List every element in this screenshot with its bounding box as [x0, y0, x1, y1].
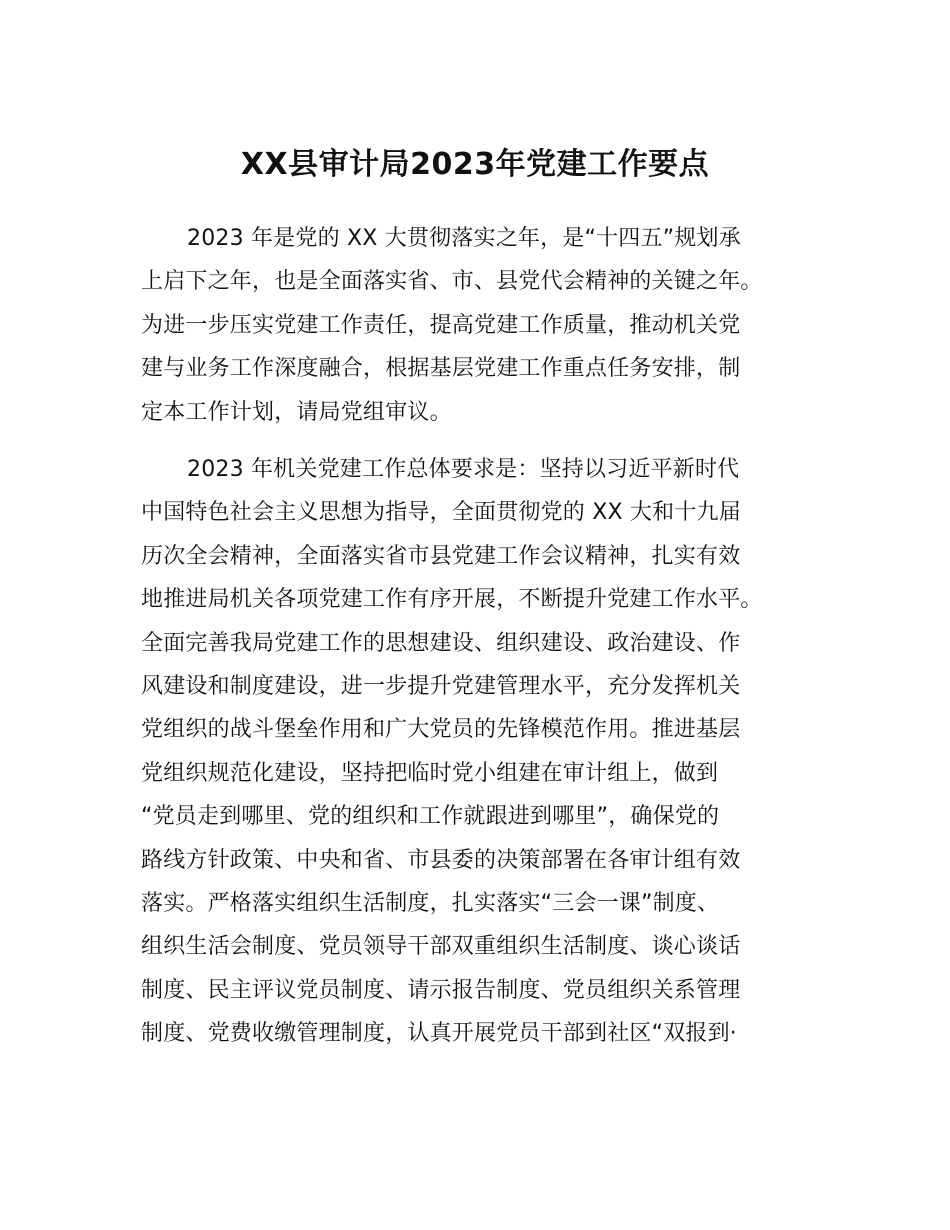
paragraph-line: 中国特色社会主义思想为指导，全面贯彻党的 XX 大和十九届	[141, 500, 741, 526]
paragraph-intro	[141, 217, 821, 434]
paragraph-line: 2023 年是党的 XX 大贯彻落实之年，是“十四五”规划承	[187, 226, 741, 251]
paragraph-line: 落实。严格落实组织生活制度，扎实落实“三会一课”制度、	[141, 891, 720, 917]
paragraph-line: 历次全会精神，全面落实省市县党建工作会议精神，扎实有效	[141, 543, 741, 569]
paragraph-line: 制度、党费收缴管理制度，认真开展党员干部到社区“双报到·	[141, 1021, 737, 1047]
paragraph-requirements	[141, 448, 821, 1056]
paragraph-line: “党员走到哪里、党的组织和工作就跟进到哪里”，确保党的	[141, 804, 720, 830]
paragraph-line: 路线方针政策、中央和省、市县委的决策部署在各审计组有效	[141, 847, 741, 873]
paragraph-line: 地推进局机关各项党建工作有序开展，不断提升党建工作水平。	[141, 587, 763, 613]
paragraph-line: 党组织规范化建设，坚持把临时党小组建在审计组上，做到	[141, 760, 719, 786]
paragraph-line: 2023 年机关党建工作总体要求是：坚持以习近平新时代	[187, 457, 740, 482]
paragraph-line: 组织生活会制度、党员领导干部双重组织生活制度、谈心谈话	[141, 934, 741, 960]
paragraph-line: 建与业务工作深度融合，根据基层党建工作重点任务安排，制	[141, 356, 741, 382]
paragraph-line: 定本工作计划，请局党组审议。	[141, 399, 452, 425]
paragraph-line: 党组织的战斗堡垒作用和广大党员的先锋模范作用。推进基层	[141, 717, 741, 743]
paragraph-line: 上启下之年，也是全面落实省、市、县党代会精神的关键之年。	[141, 269, 763, 295]
paragraph-line: 制度、民主评议党员制度、请示报告制度、党员组织关系管理	[141, 977, 741, 1003]
document-title: XX县审计局2023年党建工作要点	[240, 147, 710, 182]
paragraph-line: 风建设和制度建设，进一步提升党建管理水平，充分发挥机关	[141, 674, 741, 700]
paragraph-line: 全面完善我局党建工作的思想建设、组织建设、政治建设、作	[141, 630, 741, 656]
paragraph-line: 为进一步压实党建工作责任，提高党建工作质量，推动机关党	[141, 312, 741, 338]
